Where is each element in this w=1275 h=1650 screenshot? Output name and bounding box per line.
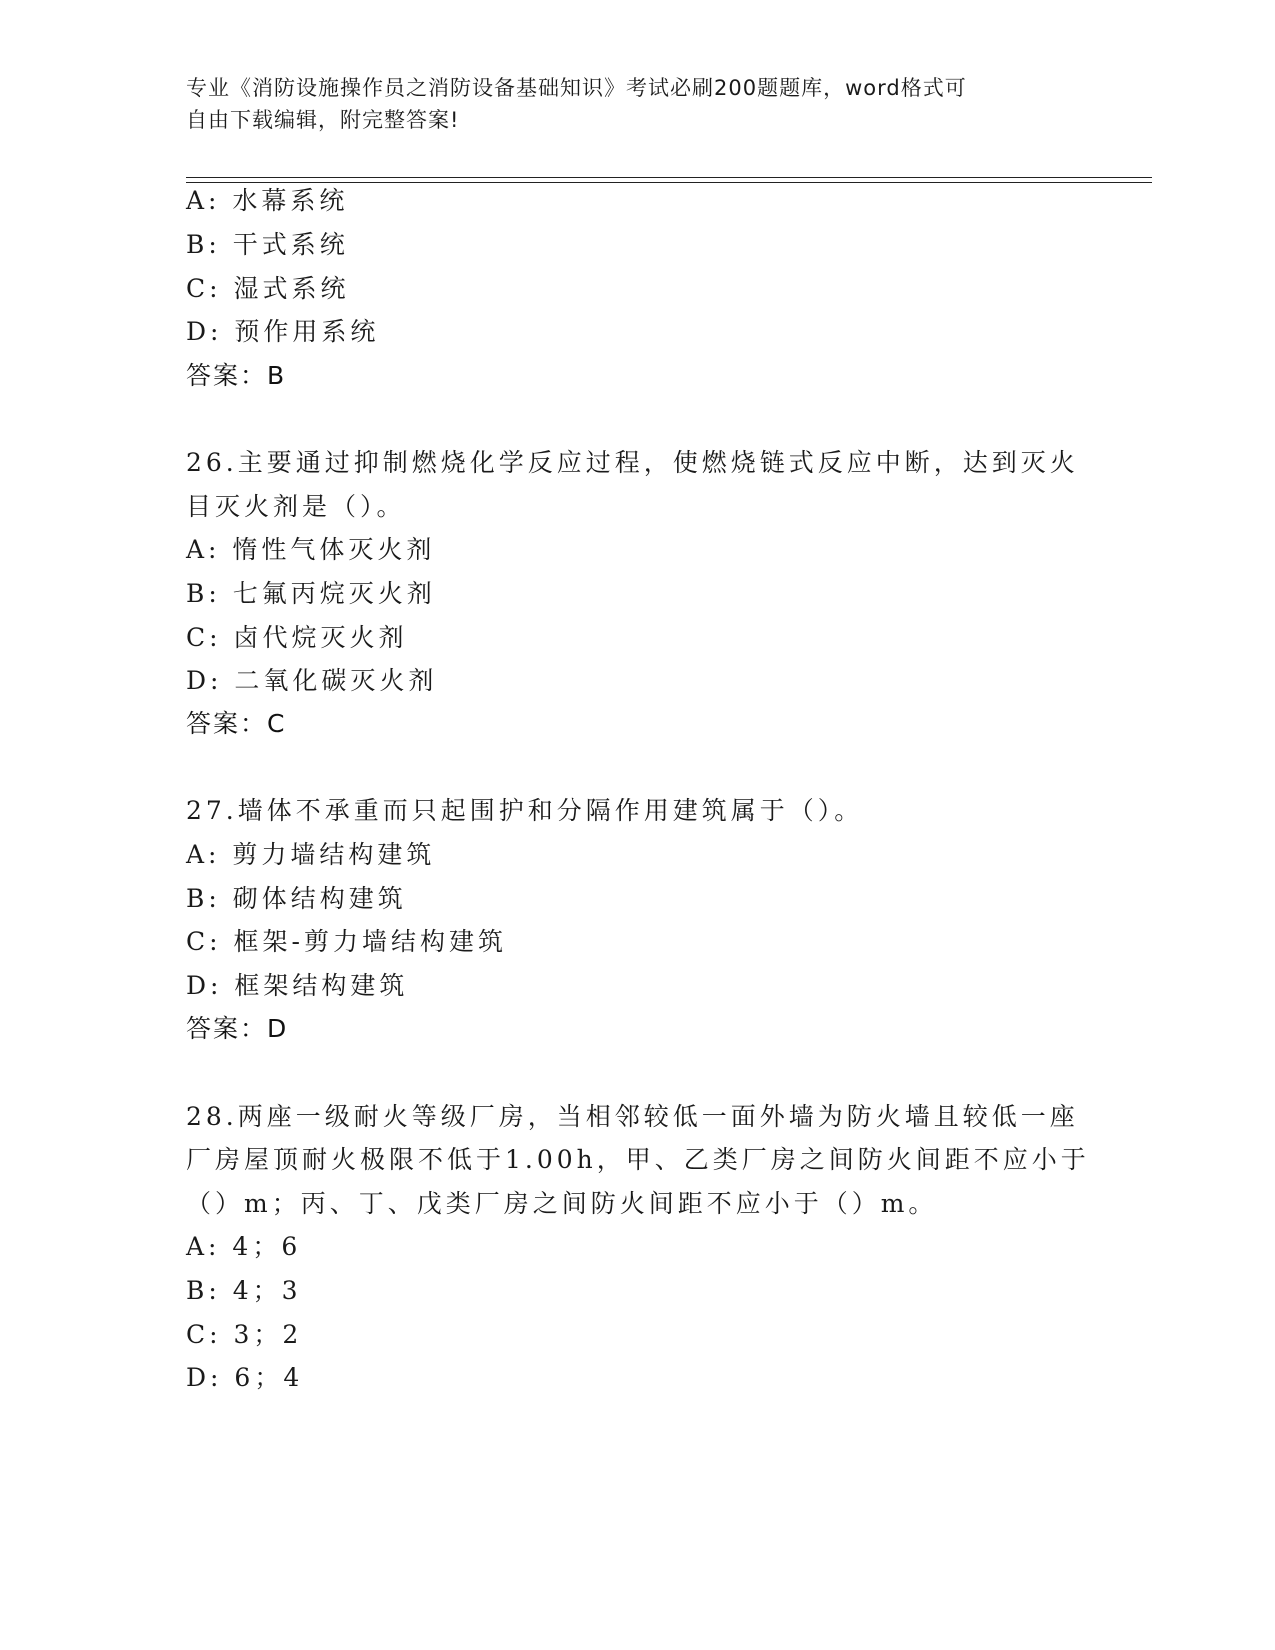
q27-option-d: D: 框架结构建筑 — [186, 971, 409, 1000]
q28-option-a: A: 4；6 — [186, 1232, 302, 1261]
q28-option-d: D: 6；4 — [186, 1363, 304, 1392]
q26-option-b: B: 七氟丙烷灭火剂 — [186, 579, 436, 608]
header-line-2: 自由下载编辑，附完整答案! — [186, 108, 460, 132]
q25-answer: 答案：B — [186, 361, 287, 390]
q28-option-c: C: 3；2 — [186, 1320, 303, 1349]
document-header — [186, 72, 1066, 136]
q26-stem-line-2: 目灭火剂是（）。 — [186, 492, 406, 521]
q28-option-b: B: 4；3 — [186, 1276, 302, 1305]
q25-option-a: A: 水幕系统 — [186, 186, 349, 215]
q27-option-a: A: 剪力墙结构建筑 — [186, 840, 436, 869]
q26-stem-line-1: 26.主要通过抑制燃烧化学反应过程，使燃烧链式反应中断，达到灭火 — [186, 448, 1079, 477]
q26-option-d: D: 二氧化碳灭火剂 — [186, 666, 438, 695]
q25-option-b: B: 干式系统 — [186, 230, 349, 259]
q28-stem-line-3: （）m；丙、丁、戊类厂房之间防火间距不应小于（）m。 — [186, 1189, 938, 1218]
header-line-1: 专业《消防设施操作员之消防设备基础知识》考试必刷200题题库，word格式可 — [186, 76, 967, 100]
q26-answer: 答案：C — [186, 709, 287, 738]
q25-option-d: D: 预作用系统 — [186, 317, 380, 346]
q27-stem-line-1: 27.墙体不承重而只起围护和分隔作用建筑属于（）。 — [186, 796, 864, 825]
q27-option-c: C: 框架-剪力墙结构建筑 — [186, 927, 507, 956]
header-divider-bottom — [186, 182, 1152, 183]
q27-option-b: B: 砌体结构建筑 — [186, 884, 407, 913]
q26-option-a: A: 惰性气体灭火剂 — [186, 535, 436, 564]
header-divider-top — [186, 177, 1152, 178]
q26-option-c: C: 卤代烷灭火剂 — [186, 623, 408, 652]
q28-stem-line-2: 厂房屋顶耐火极限不低于1.00h，甲、乙类厂房之间防火间距不应小于 — [186, 1145, 1090, 1174]
q25-option-c: C: 湿式系统 — [186, 274, 350, 303]
q27-answer: 答案：D — [186, 1014, 289, 1043]
q28-stem-line-1: 28.两座一级耐火等级厂房，当相邻较低一面外墙为防火墙且较低一座 — [186, 1102, 1079, 1131]
